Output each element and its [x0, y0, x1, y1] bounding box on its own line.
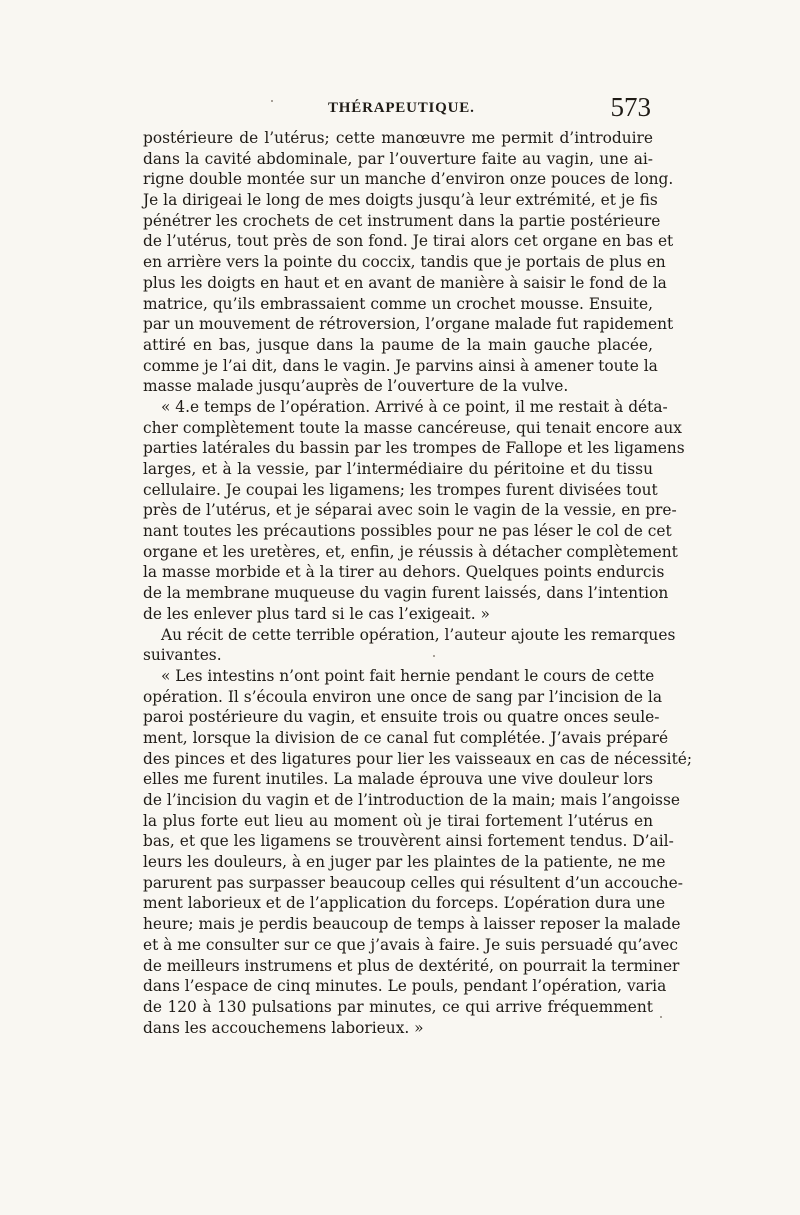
text-line: « Les intestins n’ont point fait hernie pendant le cours de cette	[161, 666, 655, 685]
text-line: cher complètement toute la masse cancéreuse, qui tenait encore aux	[143, 418, 682, 437]
text-line: par un mouvement de rétroversion, l’organe malade fut rapidement	[143, 315, 674, 334]
text-line: leurs les douleurs, à en juger par les plaintes de la patiente, ne me	[143, 853, 666, 872]
text-line: nant toutes les précautions possibles pour ne pas léser le col de cet	[143, 522, 672, 541]
text-line: matrice, qu’ils embrassaient comme un crochet mousse. Ensuite,	[143, 294, 653, 313]
text-line: ment, lorsque la division de ce canal fut complétée. J’avais préparé	[143, 728, 669, 747]
text-line: dans la cavité abdominale, par l’ouverture faite au vagin, une ai-	[143, 149, 653, 168]
print-speck	[271, 100, 273, 102]
text-line: parties latérales du bassin par les trompes de Fallope et les ligamens	[143, 439, 685, 458]
text-line: attiré en bas, jusque dans la paume de la main gauche placée,	[143, 335, 653, 354]
text-line: de l’utérus, tout près de son fond. Je tirai alors cet organe en bas et	[143, 232, 674, 251]
text-line: cellulaire. Je coupai les ligamens; les trompes furent divisées tout	[143, 480, 658, 499]
running-title: THÉRAPEUTIQUE.	[328, 100, 475, 116]
text-line: heure; mais je perdis beaucoup de temps à laisser reposer la malade	[143, 915, 681, 934]
text-line: rigne double montée sur un manche d’environ onze pouces de long.	[143, 170, 674, 189]
body-text	[143, 128, 693, 1038]
text-line: postérieure de l’utérus; cette manœuvre me permit d’introduire	[143, 129, 653, 147]
text-line: en arrière vers la pointe du coccix, tandis que je portais de plus en	[143, 253, 666, 272]
text-line: elles me furent inutiles. La malade éprouva une vive douleur lors	[143, 770, 653, 789]
text-line: dans l’espace de cinq minutes. Le pouls, pendant l’opération, varia	[143, 977, 667, 996]
text-line: de 120 à 130 pulsations par minutes, ce qui arrive fréquemment	[143, 997, 653, 1016]
text-line: suivantes.	[143, 646, 222, 665]
text-line: de meilleurs instrumens et plus de dextérité, on pourrait la terminer	[143, 956, 680, 975]
text-line: près de l’utérus, et je séparai avec soin le vagin de la vessie, en pre-	[143, 501, 677, 520]
text-line: des pinces et des ligatures pour lier les vaisseaux en cas de nécessité;	[143, 749, 693, 768]
text-line: plus les doigts en haut et en avant de manière à saisir le fond de la	[143, 273, 667, 292]
print-speck	[433, 655, 435, 657]
page-number: 573	[610, 92, 651, 122]
text-line: la plus forte eut lieu au moment où je tirai fortement l’utérus en	[143, 811, 653, 830]
text-line: dans les accouchemens laborieux. »	[143, 1018, 424, 1037]
text-line: ment laborieux et de l’application du forceps. L’opération dura une	[143, 894, 666, 913]
page-header	[143, 92, 651, 128]
text-line: et à me consulter sur ce que j’avais à faire. Je suis persuadé qu’avec	[143, 935, 679, 954]
text-line: de la membrane muqueuse du vagin furent laissés, dans l’intention	[143, 584, 669, 603]
text-line: larges, et à la vessie, par l’intermédiaire du péritoine et du tissu	[143, 460, 653, 478]
text-line: pénétrer les crochets de cet instrument dans la partie postérieure	[143, 211, 661, 230]
text-line: de les enlever plus tard si le cas l’exigeait. »	[143, 604, 490, 623]
text-line: la masse morbide et à la tirer au dehors. Quelques points endurcis	[143, 563, 665, 582]
text-line: masse malade jusqu’auprès de l’ouverture de la vulve.	[143, 377, 569, 396]
text-line: de l’incision du vagin et de l’introduction de la main; mais l’angoisse	[143, 791, 680, 809]
text-line: opération. Il s’écoula environ une once de sang par l’incision de la	[143, 687, 662, 706]
text-line: Je la dirigeai le long de mes doigts jusqu’à leur extrémité, et je fis	[143, 191, 658, 210]
text-line: comme je l’ai dit, dans le vagin. Je parvins ainsi à amener toute la	[143, 356, 658, 375]
print-speck	[660, 1016, 662, 1018]
text-line: « 4.e temps de l’opération. Arrivé à ce point, il me restait à déta-	[161, 397, 668, 416]
text-line: bas, et que les ligamens se trouvèrent ainsi fortement tendus. D’ail-	[143, 832, 674, 851]
text-line: Au récit de cette terrible opération, l’auteur ajoute les remarques	[161, 625, 676, 644]
text-line: paroi postérieure du vagin, et ensuite trois ou quatre onces seule-	[143, 708, 660, 727]
text-line: parurent pas surpasser beaucoup celles qui résultent d’un accouche-	[143, 873, 683, 892]
text-line: organe et les uretères, et, enfin, je réussis à détacher complètement	[143, 542, 678, 561]
